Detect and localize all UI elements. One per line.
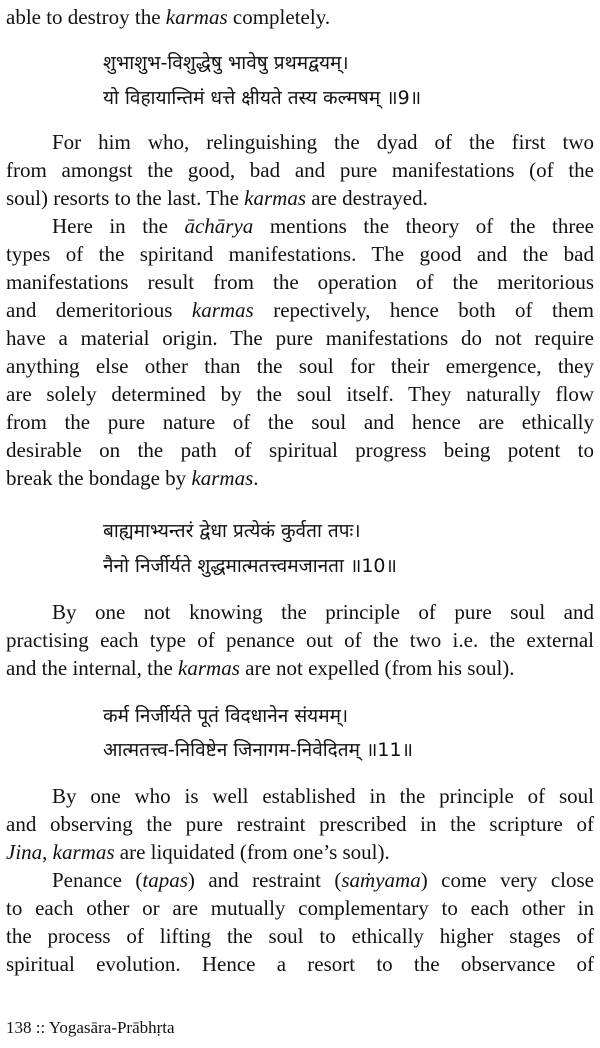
text-line: anything else other than the soul for their emergence, they [6,354,594,378]
sanskrit-verse-line: शुभाशुभ-विशुद्धेषु भावेषु प्रथमद्वयम्। [103,52,349,74]
text-line: and observing the pure restraint prescribed in the scripture of [6,812,594,836]
text-span: break the bondage by [6,466,192,490]
italic-term: āchārya [184,214,254,238]
text-span: mentions the theory of the three [253,214,595,238]
italic-term: karmas [165,5,228,29]
text-span: are destrayed. [306,186,428,210]
sanskrit-verse-line: यो विहायान्तिमं धत्ते क्षीयते तस्य कल्मषम् ॥9॥ [103,87,422,109]
text-line [6,655,594,681]
italic-term: saṁyama [341,868,421,892]
text-span: and the internal, the [6,656,179,680]
italic-term: karmas [178,656,240,680]
text-line: By one not knowing the principle of pure soul and [52,600,594,624]
sanskrit-verse-line: नैनो निर्जीर्यते शुद्धमात्मतत्त्वमजानता ॥10॥ [103,555,397,577]
text-line: from the pure nature of the soul and hence are ethically [6,410,594,434]
sanskrit-verse-line: कर्म निर्जीर्यते पूतं विदधानेन संयमम्। [103,705,349,727]
italic-term: karmas [191,466,254,490]
text-line [6,185,594,211]
text-line [6,4,594,30]
text-span: Here in the [52,214,185,238]
sanskrit-verse-line: बाह्यमाभ्यन्तरं द्वेधा प्रत्येकं कुर्वता तपः। [103,520,361,542]
italic-term: karmas [52,840,115,864]
italic-term: karmas [244,186,307,210]
text-span: . [253,466,259,490]
text-span: completely. [227,5,331,29]
text-line: are solely determined by the soul itself. They naturally flow [6,382,594,406]
text-line: from amongst the good, bad and pure manifestations (of the [6,158,594,182]
italic-term: tapas [142,868,188,892]
text-line [52,867,594,893]
text-span: and demeritorious [6,298,192,322]
sanskrit-verse-line: आत्मतत्त्व-निविष्टेन जिनागम-निवेदितम् ॥11॥ [103,739,413,761]
text-line: have a material origin. The pure manifestations do not require [6,326,594,350]
text-line: spiritual evolution. Hence a resort to the observance of [6,952,594,976]
text-line: types of the spiritand manifestations. The good and the bad [6,242,594,266]
text-line: the process of lifting the soul to ethically higher stages of [6,924,594,948]
italic-term: Jina [6,840,43,864]
text-span: repectively, hence both of them [253,298,594,322]
text-line [6,465,594,491]
text-span: ) come very close [420,868,594,892]
text-line: desirable on the path of spiritual progress being potent to [6,438,594,462]
text-span: are liquidated (from one’s soul). [114,840,390,864]
text-line: By one who is well established in the principle of soul [52,784,594,808]
text-span: able to destroy the [6,5,166,29]
text-span: , [42,840,53,864]
page-footer: 138 :: Yogasāra-Prābhṛta [6,1018,175,1037]
text-span: are not expelled (from his soul). [239,656,515,680]
italic-term: karmas [191,298,254,322]
text-line: For him who, relinguishing the dyad of the first two [52,130,594,154]
text-span: ) and restraint ( [187,868,342,892]
text-span: Penance ( [52,868,143,892]
text-line [6,839,594,865]
text-line [52,213,594,239]
text-span: soul) resorts to the last. The [6,186,245,210]
text-line: to each other or are mutually complementary to each other in [6,896,594,920]
text-line [6,297,594,323]
text-line: practising each type of penance out of the two i.e. the external [6,628,594,652]
text-line: manifestations result from the operation of the meritorious [6,270,594,294]
